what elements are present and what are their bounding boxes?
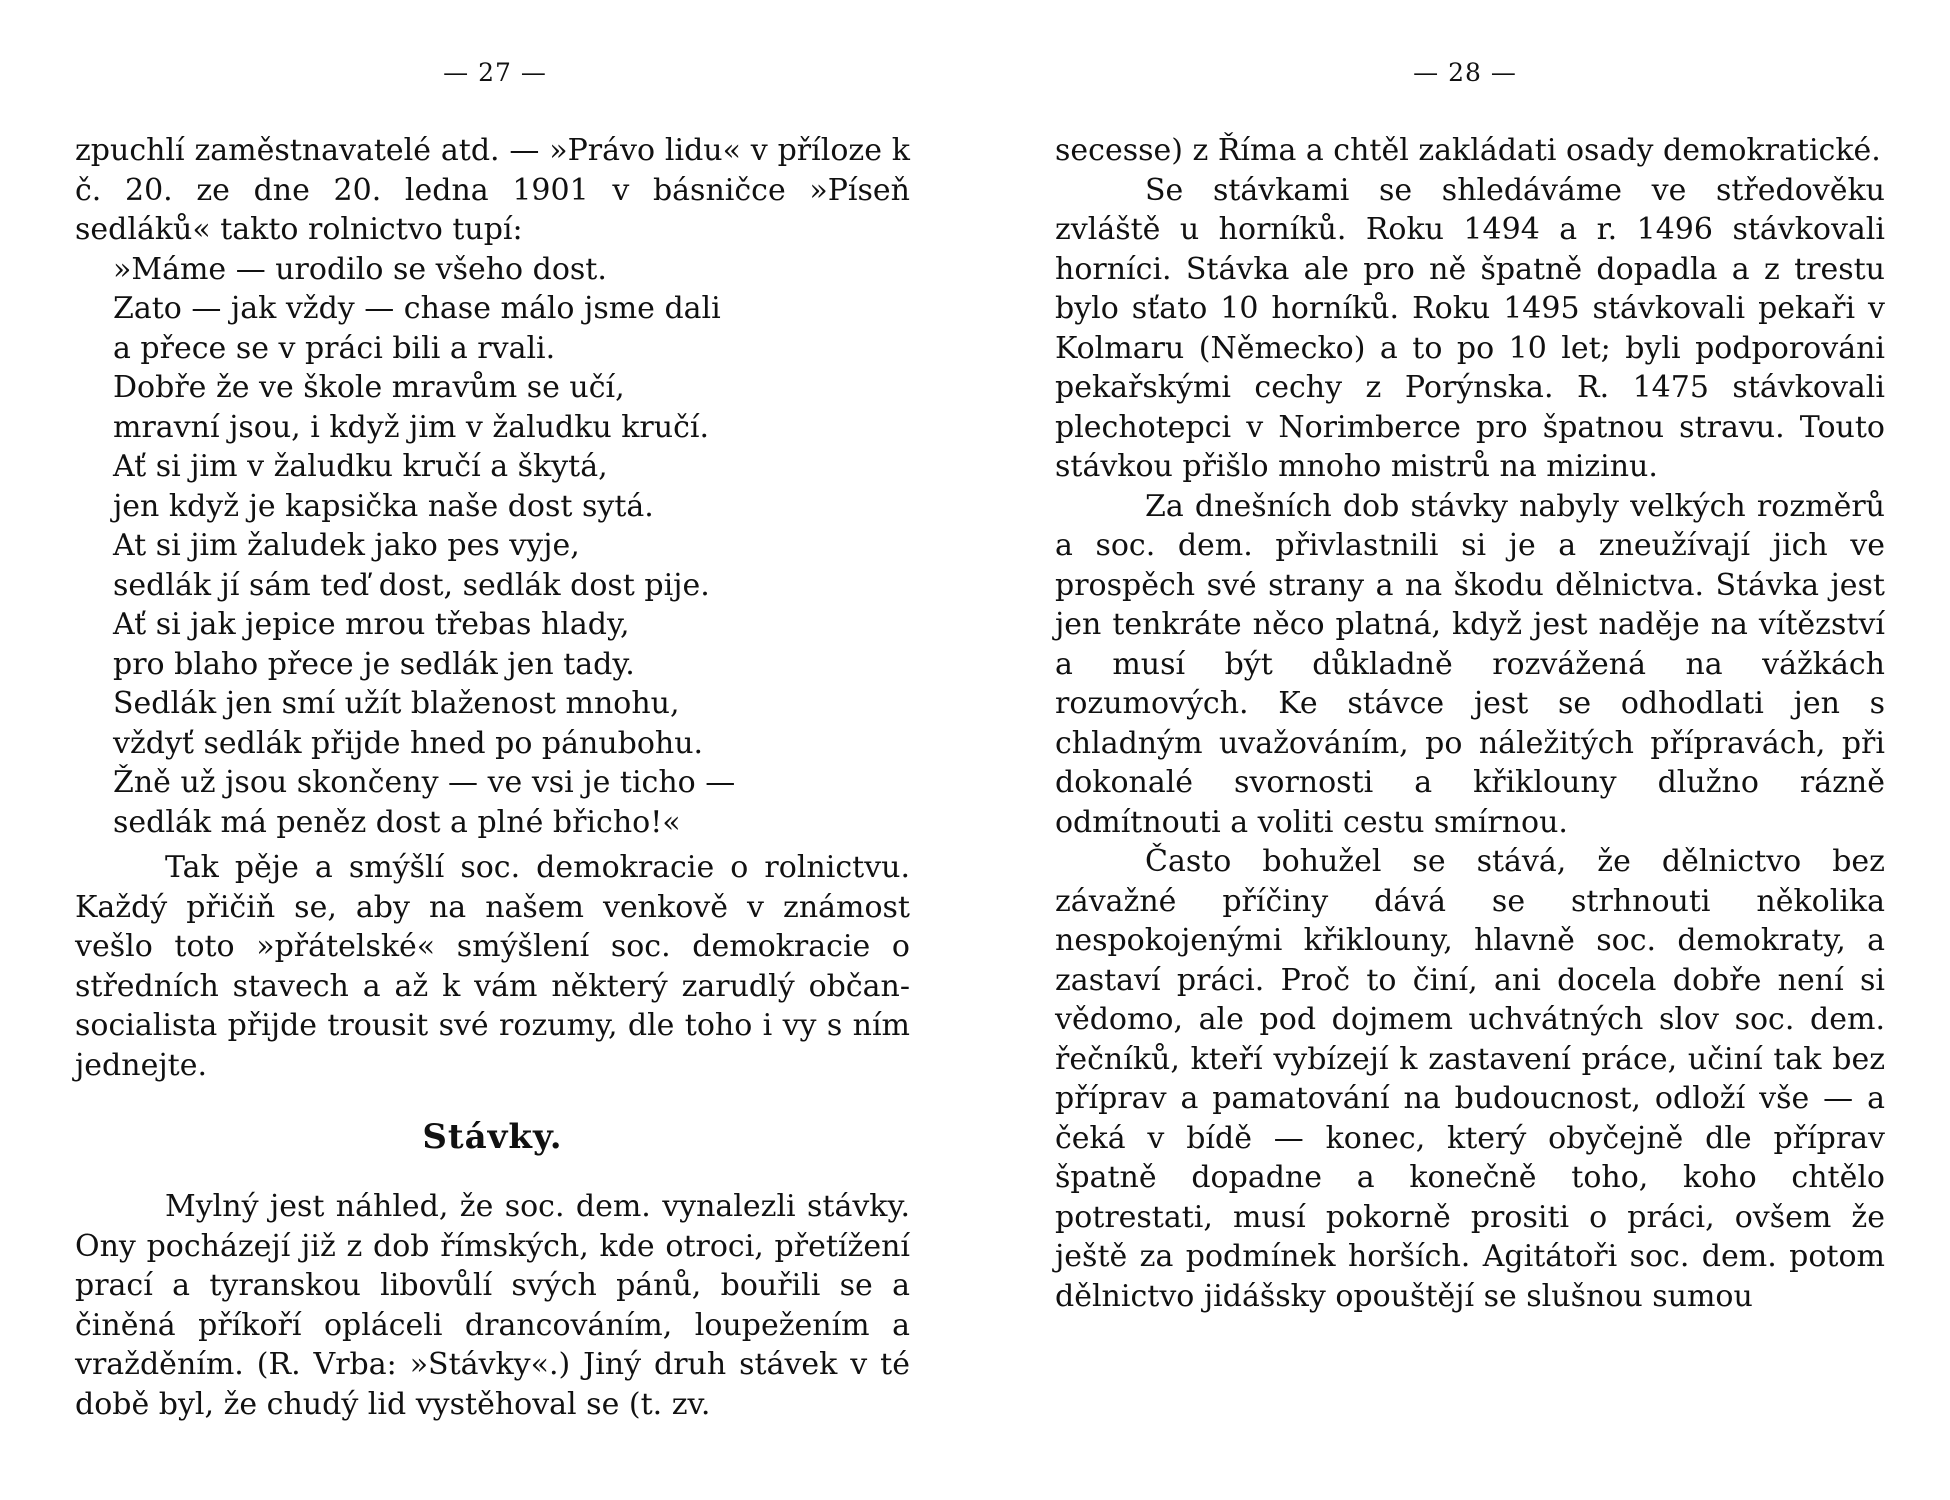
poem-line: Ať si jim v žaludku kručí a škytá, [113,449,608,484]
poem-line: Zato — jak vždy — chase málo jsme dali [113,291,721,326]
poem-line: Sedlák jen smí užít blaženost mnohu, [113,686,680,721]
paragraph: zpuchlí zaměstnavatelé atd. — »Právo lidu« v příloze k č. 20. ze dne 20. ledna 1901 v básničce »Píseň sedláků« takto rolnictvo tupí: [75,133,910,247]
poem-line: sedlák jí sám teď dost, sedlák dost pije. [113,567,710,603]
page-number-left: — 27 — [443,58,547,87]
right-page [975,0,1950,1500]
page-number-right: — 28 — [1413,58,1517,87]
left-text-column [75,131,910,1424]
poem-line: Žně už jsou skončeny — ve vsi je ticho — [113,765,736,800]
section-heading: Stávky. [422,1117,563,1157]
poem-line: mravní jsou, i když jim v žaludku kručí. [113,409,710,445]
poem-line: At si jim žaludek jako pes vyje, [113,528,580,563]
poem-line: pro blaho přece je sedlák jen tady. [113,646,635,682]
right-text-column [1055,131,1885,1316]
paragraph: Za dnešních dob stávky nabyly velkých rozměrů a soc. dem. přivlastnili si je a zneužívají jich ve prospěch své strany a na škodu dělnictva. Stávka jest jen tenkráte něco platná, když jest naděje na vítězství a musí být důkladně rozvážená na vážkách rozumových. Ke stávce jest se odhodlati jen s chladným uvažováním, po náležitých přípravách, při dokonalé svornosti a křiklouny dlužno rázně odmítnouti a voliti cestu smírnou. [1055,488,1885,840]
paragraph: secesse) z Říma a chtěl zakládati osady demokratické. [1055,133,1881,168]
poem-line: Ať si jak jepice mrou třebas hlady, [113,607,630,642]
poem-line: »Máme — urodilo se všeho dost. [113,251,607,287]
paragraph: Se stávkami se shledáváme ve středověku zvláště u horníků. Roku 1494 a r. 1496 stávkovali horníci. Stávka ale pro ně špatně dopadla a z trestu bylo sťato 10 horníků. Roku 1495 stávkovali pekaři v Kolmaru (Německo) a to po 10 let; byli podporováni pekařskými cechy z Porýnska. R. 1475 stávkovali plechotepci v Norimberce pro špatnou stravu. Touto stávkou přišlo mnoho mistrů na mizinu. [1055,172,1885,484]
paragraph: Často bohužel se stává, že dělnictvo bez závažné příčiny dává se strhnouti několika nespokojenými křiklouny, hlavně soc. demokraty, a zastaví práci. Proč to činí, ani docela dobře není si vědomo, ale pod dojmem uchvátných slov soc. dem. řečníků, kteří vybízejí k zastavení práce, učiní tak bez příprav a pamatování na budoucnost, odloží vše — a čeká v bídě — konec, který obyčejně dle příprav špatně dopadne a konečně toho, koho chtělo potrestati, musí pokorně prositi o práci, ovšem že ještě za podmínek horších. Agitátoři soc. dem. potom dělnictvo jidášsky opouštějí se slušnou sumou [1055,844,1885,1314]
paragraph: Tak pěje a smýšlí soc. demokracie o rolnictvu. Každý přičiň se, aby na našem venkově v známost vešlo toto »přátelské« smýšlení soc. demokracie o středních stavech a až k vám některý zarudlý občan-socialista přijde trousit své rozumy, dle toho i vy s ním jednejte. [75,850,910,1083]
poem-line: jen když je kapsička naše dost sytá. [113,488,654,524]
poem-line: Dobře že ve škole mravům se učí, [113,370,625,405]
poem [75,250,910,843]
poem-line: vždyť sedlák přijde hned po pánubohu. [113,725,704,761]
poem-line: sedlák má peněz dost a plné břicho!« [113,804,681,840]
paragraph: Mylný jest náhled, že soc. dem. vynalezli stávky. Ony pocházejí již z dob římských, kde otroci, přetížení prací a tyranskou libovůlí svých pánů, bouřili se a činěná příkoří opláceli drancováním, loupežením a vražděním. (R. Vrba: »Stávky«.) Jiný druh stávek v té době byl, že chudý lid vystěhoval se (t. zv. [75,1189,910,1422]
poem-line: a přece se v práci bili a rvali. [113,330,556,366]
